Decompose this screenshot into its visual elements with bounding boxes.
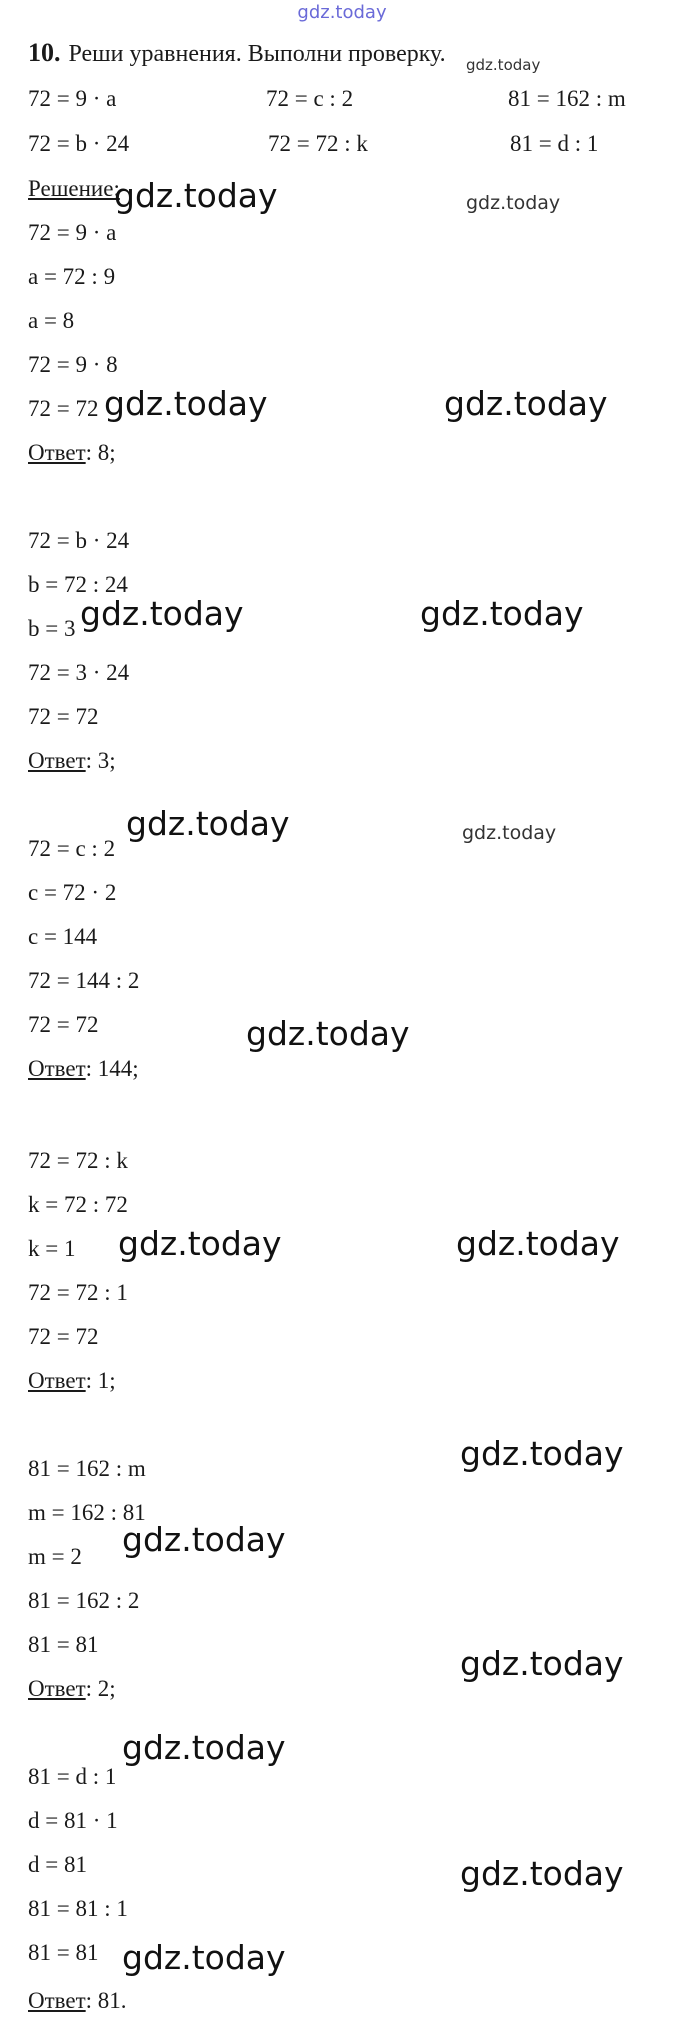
task-title: Реши уравнения. Выполни проверку. [68, 41, 446, 67]
solution-line: a = 72 : 9 [28, 264, 116, 289]
solution-line: k = 72 : 72 [28, 1192, 128, 1217]
answer-line: Ответ: 3; [28, 748, 116, 773]
solution-line: 72 = 72 [28, 1012, 99, 1037]
watermark: gdz.today [462, 822, 557, 844]
solution-line: 72 = b · 24 [28, 528, 130, 553]
solution-line: k = 1 [28, 1236, 76, 1261]
solution-line: 72 = 3 · 24 [28, 660, 130, 685]
watermark: gdz.today [122, 1938, 286, 1977]
watermark: gdz.today [246, 1014, 410, 1053]
watermark: gdz.today [104, 384, 268, 423]
answer-line: Ответ: 81. [28, 1988, 127, 2013]
solution-line: 81 = d : 1 [28, 1764, 117, 1789]
solution-line: 72 = c : 2 [28, 836, 116, 861]
answer-line: Ответ: 144; [28, 1056, 139, 1081]
solution-line: 81 = 162 : 2 [28, 1588, 140, 1613]
solution-line: 72 = 72 [28, 1324, 99, 1349]
watermark: gdz.today [420, 594, 584, 633]
answer-line: Ответ: 1; [28, 1368, 116, 1393]
watermark: gdz.today [444, 384, 608, 423]
answer-line: Ответ: 2; [28, 1676, 116, 1701]
watermark: gdz.today [460, 1854, 624, 1893]
solution-line: 72 = 72 : 1 [28, 1280, 128, 1305]
watermark: gdz.today [126, 804, 290, 843]
solution-line: 81 = 162 : m [28, 1456, 146, 1481]
solution-line: 81 = 81 [28, 1940, 99, 1965]
solution-line: c = 144 [28, 924, 98, 949]
equation-3: 72 = c : 2 [266, 86, 354, 111]
solution-line: 72 = 144 : 2 [28, 968, 140, 993]
solution-line: 72 = 9 · a [28, 220, 117, 245]
solution-label: Решение: [28, 176, 120, 201]
equation-1: 72 = 9 · a [28, 86, 117, 111]
task-number: 10. [28, 38, 61, 67]
equation-6: 81 = d : 1 [510, 131, 599, 156]
solution-line: b = 3 [28, 616, 76, 641]
solution-line: d = 81 · 1 [28, 1808, 118, 1833]
solution-line: 81 = 81 [28, 1632, 99, 1657]
task-header [28, 38, 446, 68]
solution-line: m = 2 [28, 1544, 82, 1569]
watermark: gdz.today [122, 1520, 286, 1559]
watermark: gdz.today [460, 1434, 624, 1473]
solution-line: 72 = 72 : k [28, 1148, 128, 1173]
top-watermark: gdz.today [297, 2, 387, 23]
watermark: gdz.today [80, 594, 244, 633]
solution-line: 72 = 72 [28, 396, 99, 421]
watermark: gdz.today [122, 1728, 286, 1767]
equation-2: 72 = b · 24 [28, 131, 130, 156]
watermark: gdz.today [460, 1644, 624, 1683]
answer-line: Ответ: 8; [28, 440, 116, 465]
solution-line: 72 = 72 [28, 704, 99, 729]
header-watermark: gdz.today [466, 56, 541, 74]
watermark: gdz.today [118, 1224, 282, 1263]
solution-line: 72 = 9 · 8 [28, 352, 118, 377]
watermark: gdz.today [456, 1224, 620, 1263]
solution-line: b = 72 : 24 [28, 572, 128, 597]
equation-5: 81 = 162 : m [508, 86, 626, 111]
solution-line: m = 162 : 81 [28, 1500, 146, 1525]
solution-line: a = 8 [28, 308, 75, 333]
equation-4: 72 = 72 : k [268, 131, 368, 156]
watermark: gdz.today [114, 176, 278, 215]
solution-line: 81 = 81 : 1 [28, 1896, 128, 1921]
watermark: gdz.today [466, 192, 561, 214]
solution-line: c = 72 · 2 [28, 880, 117, 905]
solution-line: d = 81 [28, 1852, 87, 1877]
